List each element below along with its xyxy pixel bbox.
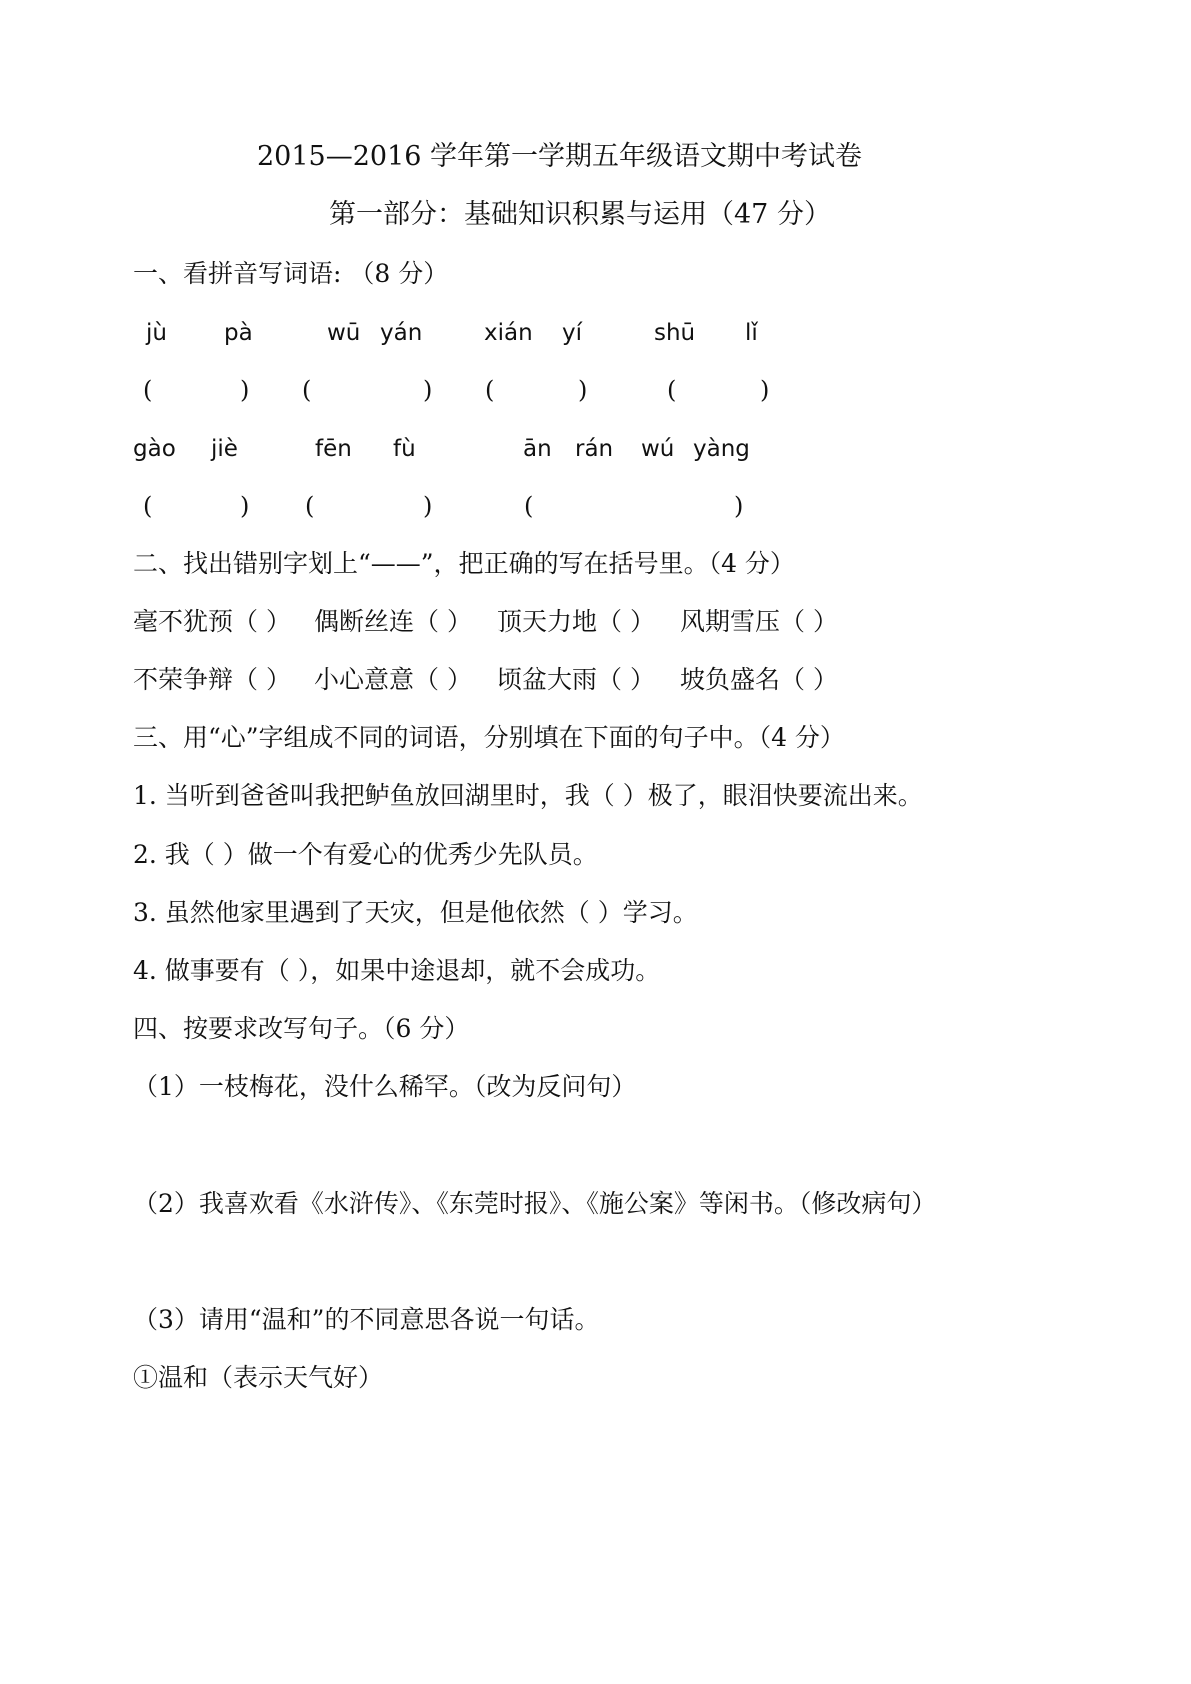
answer-paren-open[interactable]: (: [302, 376, 312, 404]
section-one-heading: 一、看拼音写词语: （8 分）: [133, 259, 449, 288]
pinyin: wú: [641, 436, 675, 462]
pinyin: lǐ: [745, 320, 758, 346]
pinyin: yán: [380, 320, 423, 346]
pinyin: gào: [133, 436, 176, 462]
idiom-item: 顷盆大雨（ ）: [497, 665, 655, 694]
part-one-heading: 第一部分：基础知识积累与运用（47 分）: [329, 199, 831, 230]
answer-paren-close: ): [240, 376, 250, 404]
fill-in-sentence: 4. 做事要有（ ），如果中途退却，就不会成功。: [133, 956, 661, 985]
pinyin: yàng: [693, 436, 750, 462]
fill-in-sentence: 2. 我（ ）做一个有爱心的优秀少先队员。: [133, 840, 598, 869]
section-three-heading: 三、用“心”字组成不同的词语，分别填在下面的句子中。（4 分）: [133, 723, 845, 752]
pinyin: fù: [393, 436, 416, 462]
rewrite-question: （3）请用“温和”的不同意思各说一句话。: [133, 1305, 600, 1334]
idiom-item: 不荣争辩（ ）: [133, 665, 291, 694]
pinyin: jiè: [211, 436, 238, 462]
answer-paren-open[interactable]: (: [143, 492, 153, 520]
section-two-heading: 二、找出错别字划上“——”，把正确的写在括号里。（4 分）: [133, 549, 795, 578]
rewrite-question: （1）一枝梅花，没什么稀罕。（改为反问句）: [133, 1072, 637, 1101]
answer-paren-open[interactable]: (: [524, 492, 534, 520]
pinyin: rán: [575, 436, 614, 462]
answer-paren-open[interactable]: (: [485, 376, 495, 404]
idiom-item: 偶断丝连（ ）: [314, 607, 472, 636]
pinyin: yí: [562, 320, 583, 346]
fill-in-sentence: 1. 当听到爸爸叫我把鲈鱼放回湖里时，我（ ）极了，眼泪快要流出来。: [133, 781, 923, 810]
answer-paren-close: ): [760, 376, 770, 404]
pinyin: jù: [146, 320, 167, 346]
pinyin: pà: [224, 320, 253, 346]
answer-paren-open[interactable]: (: [667, 376, 677, 404]
rewrite-question: ①温和（表示天气好）: [133, 1363, 384, 1392]
answer-paren-close: ): [423, 376, 433, 404]
answer-paren-close: ): [578, 376, 588, 404]
answer-paren-close: ): [423, 492, 433, 520]
pinyin: ān: [523, 436, 552, 462]
pinyin: wū: [327, 320, 361, 346]
section-four-heading: 四、按要求改写句子。（6 分）: [133, 1014, 470, 1043]
pinyin: xián: [484, 320, 533, 346]
pinyin: fēn: [315, 436, 352, 462]
idiom-item: 小心意意（ ）: [314, 665, 472, 694]
rewrite-question: （2）我喜欢看《水浒传》、《东莞时报》、《施公案》等闲书。（修改病句）: [133, 1189, 937, 1218]
fill-in-sentence: 3. 虽然他家里遇到了天灾，但是他依然（ ）学习。: [133, 898, 698, 927]
idiom-item: 顶天力地（ ）: [497, 607, 655, 636]
idiom-item: 坡负盛名（ ）: [680, 665, 838, 694]
answer-paren-close: ): [734, 492, 744, 520]
idiom-item: 毫不犹预（ ）: [133, 607, 291, 636]
exam-title: 2015—2016 学年第一学期五年级语文期中考试卷: [257, 141, 863, 172]
pinyin: shū: [654, 320, 696, 346]
answer-paren-open[interactable]: (: [143, 376, 153, 404]
idiom-item: 风期雪压（ ）: [680, 607, 838, 636]
answer-paren-open[interactable]: (: [305, 492, 315, 520]
answer-paren-close: ): [240, 492, 250, 520]
